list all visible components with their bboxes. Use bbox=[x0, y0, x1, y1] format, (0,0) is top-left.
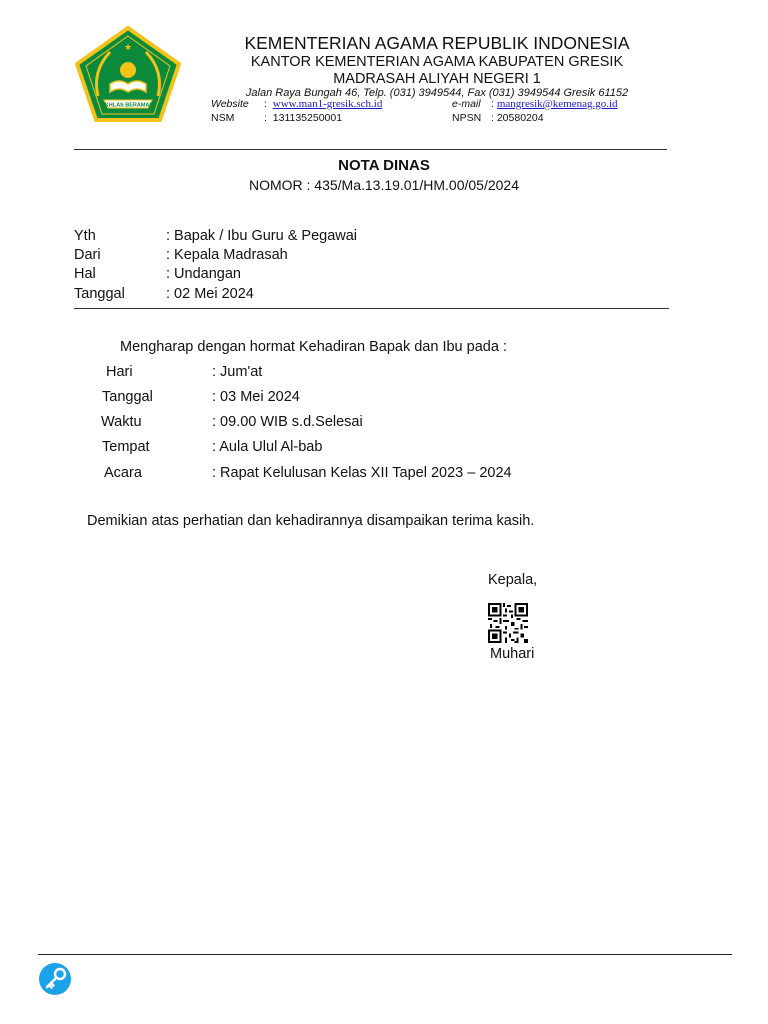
event-label-tempat: Tempat bbox=[102, 439, 150, 455]
nsm-row: : 131135250001 bbox=[264, 112, 343, 124]
field-value-tanggal: : 02 Mei 2024 bbox=[166, 286, 254, 302]
npsn-value: 20580204 bbox=[496, 112, 544, 124]
intro-text: Mengharap dengan hormat Kehadiran Bapak dan Ibu pada : bbox=[120, 339, 507, 355]
email-link[interactable]: mangresik@kemenag.go.id bbox=[496, 98, 618, 110]
memo-title: NOTA DINAS bbox=[338, 157, 430, 174]
npsn-row: : 20580204 bbox=[491, 112, 544, 124]
signatory-name: Muhari bbox=[490, 646, 535, 662]
field-label-dari: Dari bbox=[74, 247, 101, 263]
event-label-tanggal: Tanggal bbox=[102, 389, 153, 405]
event-value-tanggal: : 03 Mei 2024 bbox=[212, 389, 300, 405]
website-link[interactable]: www.man1-gresik.sch.id bbox=[272, 98, 383, 110]
field-label-yth: Yth bbox=[74, 228, 96, 244]
npsn-label: NPSN bbox=[452, 112, 482, 124]
signature-title: Kepala, bbox=[488, 572, 538, 588]
footer-divider bbox=[38, 954, 732, 955]
kemenag-logo bbox=[74, 26, 182, 122]
memo-number: NOMOR : 435/Ma.13.19.01/HM.00/05/2024 bbox=[248, 177, 520, 193]
nsm-label: NSM bbox=[211, 112, 235, 124]
school-name: MADRASAH ALIYAH NEGERI 1 bbox=[333, 71, 541, 87]
event-value-waktu: : 09.00 WIB s.d.Selesai bbox=[212, 414, 363, 430]
email-label: e-mail bbox=[452, 98, 481, 110]
event-value-hari: : Jum'at bbox=[212, 364, 263, 380]
fields-divider bbox=[74, 308, 669, 309]
field-value-hal: : Undangan bbox=[166, 266, 241, 282]
logo-text: IKHLAS BERAMAL bbox=[103, 102, 153, 109]
field-label-tanggal: Tanggal bbox=[74, 286, 125, 302]
field-value-dari: : Kepala Madrasah bbox=[166, 247, 288, 263]
nsm-value: 131135250001 bbox=[272, 112, 343, 124]
field-value-yth: : Bapak / Ibu Guru & Pegawai bbox=[166, 228, 358, 244]
header-divider bbox=[74, 149, 667, 150]
website-label: Website bbox=[211, 98, 249, 110]
field-label-hal: Hal bbox=[74, 266, 96, 282]
key-icon[interactable] bbox=[38, 962, 72, 996]
event-label-waktu: Waktu bbox=[101, 414, 142, 430]
event-label-acara: Acara bbox=[104, 465, 142, 481]
event-value-tempat: : Aula Ulul Al-bab bbox=[212, 439, 323, 455]
svg-text:★: ★ bbox=[123, 42, 133, 52]
event-label-hari: Hari bbox=[106, 364, 133, 380]
email-row: : mangresik@kemenag.go.id bbox=[491, 98, 618, 110]
event-value-acara: : Rapat Kelulusan Kelas XII Tapel 2023 – 2024 bbox=[212, 465, 512, 481]
ministry-name: KEMENTERIAN AGAMA REPUBLIK INDONESIA bbox=[244, 33, 630, 53]
closing-text: Demikian atas perhatian dan kehadirannya disampaikan terima kasih. bbox=[87, 513, 535, 529]
qr-code-icon bbox=[487, 603, 529, 643]
school-address: Jalan Raya Bungah 46, Telp. (031) 3949544, Fax (031) 3949544 Gresik 61152 bbox=[245, 87, 629, 99]
office-name: KANTOR KEMENTERIAN AGAMA KABUPATEN GRESIK bbox=[250, 54, 624, 70]
website-row: : www.man1-gresik.sch.id bbox=[264, 98, 383, 110]
